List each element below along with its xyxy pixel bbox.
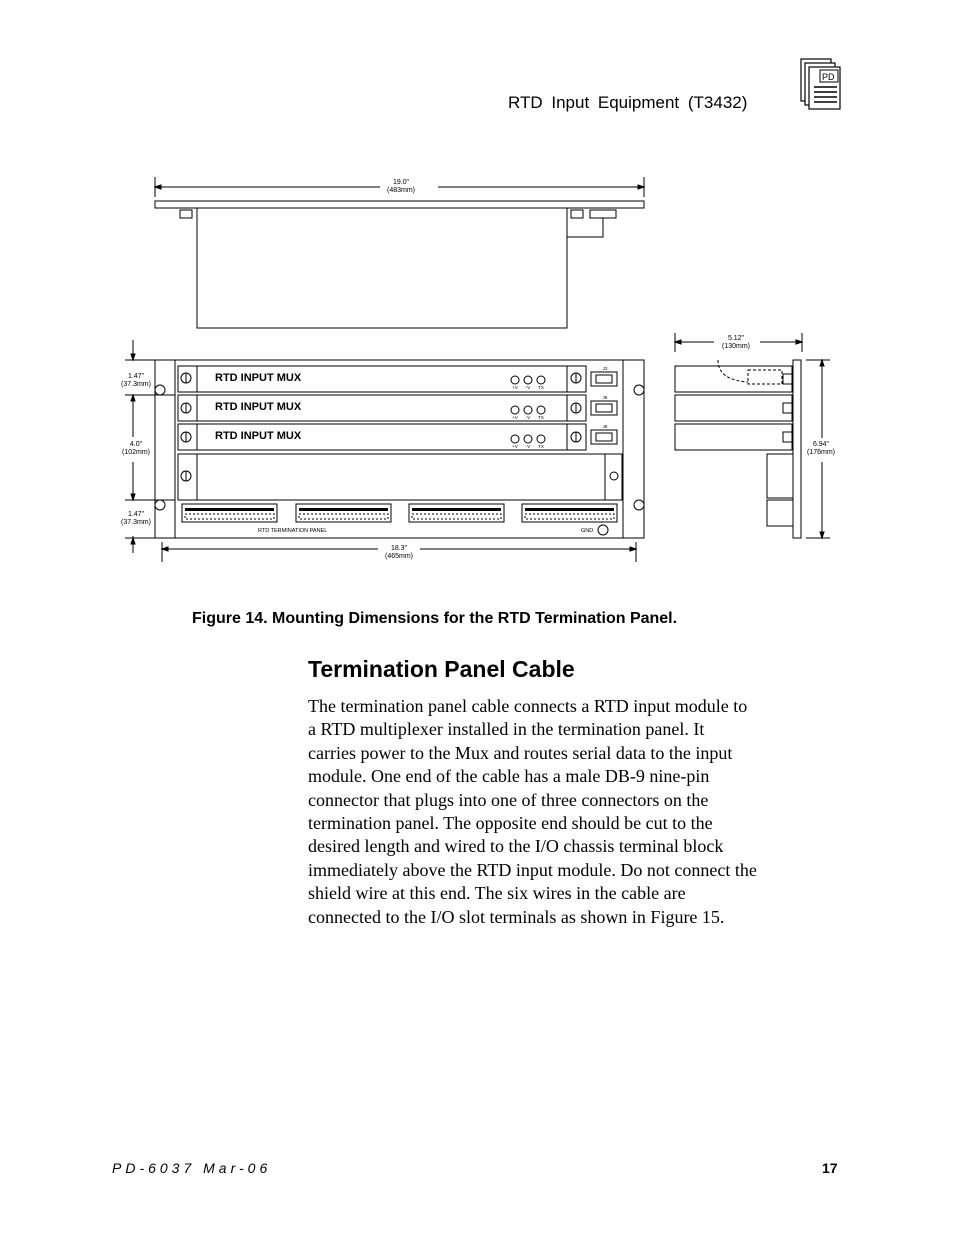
gnd-label: GND bbox=[581, 528, 594, 534]
section-heading: Termination Panel Cable bbox=[308, 656, 575, 682]
body-line: a RTD multiplexer installed in the termination panel. It bbox=[308, 719, 705, 740]
dim-mid-mm-label: (102mm) bbox=[121, 449, 151, 456]
body-line: desired length and wired to the I/O chassis terminal block bbox=[308, 836, 724, 857]
dim-mid-label: 4.0" bbox=[129, 441, 143, 448]
pd-logo-icon bbox=[800, 58, 842, 110]
body-line: The termination panel cable connects a RTD input module to bbox=[308, 696, 748, 716]
mux-label-1: RTD INPUT MUX bbox=[215, 372, 302, 384]
page-number: 17 bbox=[822, 1160, 838, 1176]
dim-top-mm-label: (37.3mm) bbox=[121, 381, 151, 388]
header-title: RTD Input Equipment (T3432) bbox=[508, 93, 748, 112]
side-depth-mm-label: (130mm) bbox=[721, 343, 751, 350]
top-width-mm-label: (483mm) bbox=[386, 187, 416, 194]
bottom-width-label: 18.3" bbox=[390, 545, 408, 552]
pd-logo-text: PD bbox=[822, 72, 835, 82]
dim-bot-mm-label: (37.3mm) bbox=[121, 519, 151, 526]
led-label-tx-1: TX bbox=[538, 385, 544, 390]
body-line: connected to the I/O slot terminals as shown in Figure 15. bbox=[308, 906, 725, 927]
mux-label-3: RTD INPUT MUX bbox=[215, 430, 302, 442]
led-label-tx-3: TX bbox=[538, 444, 544, 449]
mux-label-2: RTD INPUT MUX bbox=[215, 401, 302, 413]
panel-label: RTD TERMINATION PANEL bbox=[258, 528, 328, 534]
connector-j9-label: J9 bbox=[602, 424, 608, 429]
footer-doc-id: PD-6037 Mar-06 bbox=[112, 1160, 272, 1176]
mounting-dimensions-figure bbox=[110, 170, 840, 570]
body-line: module. One end of the cable has a male DB-9 nine-pin bbox=[308, 766, 710, 787]
led-label-tx-2: TX bbox=[538, 415, 544, 420]
body-line: connector that plugs into one of three connectors on the bbox=[308, 789, 709, 810]
side-depth-label: 5.12" bbox=[727, 335, 745, 342]
led-label-pv-3: +V bbox=[512, 444, 518, 449]
led-label-pv-2: +V bbox=[512, 415, 518, 420]
body-line: termination panel. The opposite end should be cut to the bbox=[308, 813, 713, 834]
connector-j3-label: J3 bbox=[602, 366, 608, 371]
led-label-mv-3: -V bbox=[525, 444, 531, 449]
body-line: carries power to the Mux and routes serial data to the input bbox=[308, 742, 733, 763]
side-height-mm-label: (176mm) bbox=[806, 449, 836, 456]
led-label-mv-1: -V bbox=[525, 385, 531, 390]
dim-bot-label: 1.47" bbox=[127, 511, 145, 518]
connector-j8-label: J8 bbox=[602, 395, 608, 400]
dim-top-label: 1.47" bbox=[127, 373, 145, 380]
bottom-width-mm-label: (465mm) bbox=[384, 553, 414, 560]
side-height-label: 6.94" bbox=[812, 441, 830, 448]
led-label-mv-2: -V bbox=[525, 415, 531, 420]
body-line: immediately above the RTD input module. Do not connect the bbox=[308, 859, 757, 880]
top-width-label: 19.0" bbox=[392, 179, 410, 186]
led-label-pv-1: +V bbox=[512, 385, 518, 390]
figure-caption: Figure 14. Mounting Dimensions for the RTD Termination Panel. bbox=[192, 610, 678, 627]
body-line: shield wire at this end. The six wires in the cable are bbox=[308, 883, 686, 904]
body-paragraph bbox=[308, 695, 848, 929]
